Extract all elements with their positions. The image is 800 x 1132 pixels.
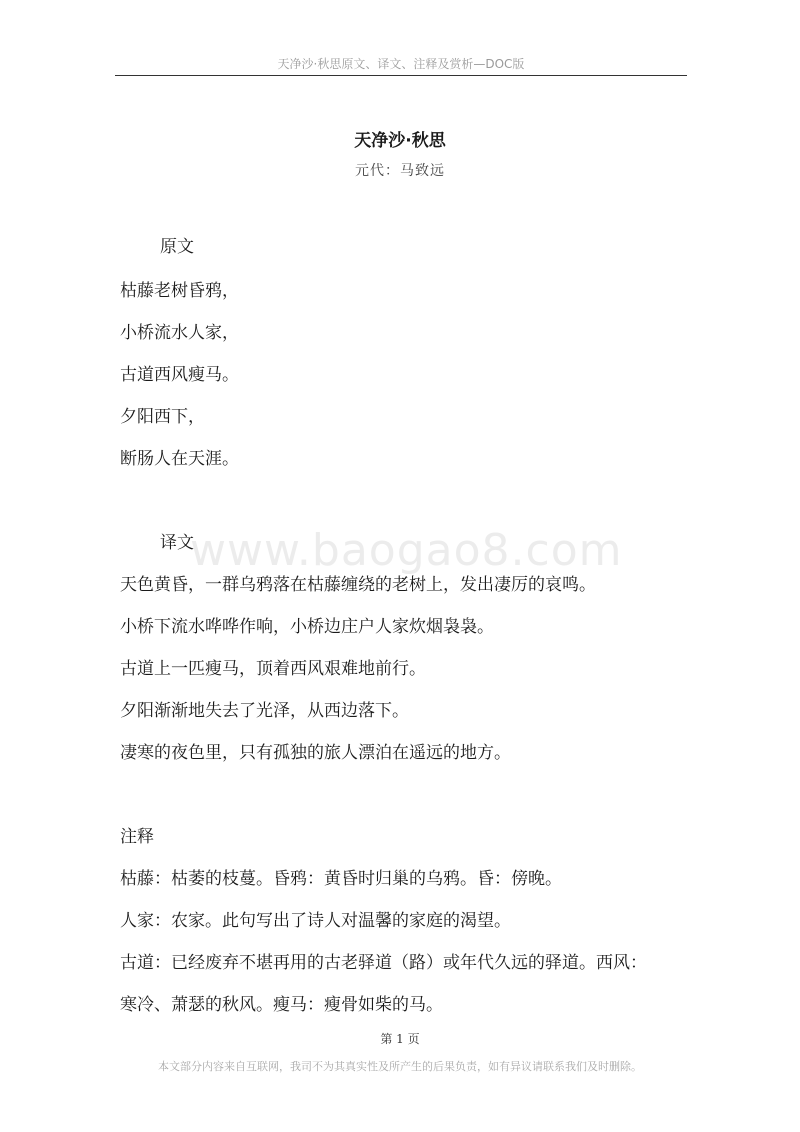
note-line: 古道：已经废弃不堪再用的古老驿道（路）或年代久远的驿道。西风： <box>120 953 647 973</box>
page-footer-disclaimer: 本文部分内容来自互联网，我司不为其真实性及所产生的后果负责，如有异议请联系我们及时删除。 <box>158 1060 642 1073</box>
poem-line: 枯藤老树昏鸦， <box>120 281 239 301</box>
translation-line: 凄寒的夜色里，只有孤独的旅人漂泊在遥远的地方。 <box>120 743 511 763</box>
page-number: 第 1 页 <box>380 1032 420 1046</box>
note-line: 人家：农家。此句写出了诗人对温馨的家庭的渴望。 <box>120 911 511 931</box>
translation-line: 天色黄昏，一群乌鸦落在枯藤缠绕的老树上，发出凄厉的哀鸣。 <box>120 575 596 595</box>
page-header: 天净沙·秋思原文、译文、注释及赏析—DOC版 <box>277 57 525 71</box>
document-title: 天净沙·秋思 <box>354 131 446 151</box>
original-heading: 原文 <box>160 237 194 257</box>
poem-line: 夕阳西下， <box>120 407 205 427</box>
watermark: www.baogao8.com <box>190 525 623 576</box>
poem-line: 断肠人在天涯。 <box>120 449 239 469</box>
notes-heading: 注释 <box>120 827 154 847</box>
poem-line: 小桥流水人家， <box>120 323 239 343</box>
translation-heading: 译文 <box>160 533 194 553</box>
header-divider <box>115 75 687 76</box>
author-line: 元代：马致远 <box>355 163 445 179</box>
note-line: 枯藤：枯萎的枝蔓。昏鸦：黄昏时归巢的乌鸦。昏：傍晚。 <box>120 869 562 889</box>
translation-line: 古道上一匹瘦马，顶着西风艰难地前行。 <box>120 659 426 679</box>
poem-line: 古道西风瘦马。 <box>120 365 239 385</box>
translation-line: 夕阳渐渐地失去了光泽，从西边落下。 <box>120 701 409 721</box>
note-line: 寒冷、萧瑟的秋风。瘦马：瘦骨如柴的马。 <box>120 995 443 1015</box>
translation-line: 小桥下流水哗哗作响，小桥边庄户人家炊烟袅袅。 <box>120 617 494 637</box>
